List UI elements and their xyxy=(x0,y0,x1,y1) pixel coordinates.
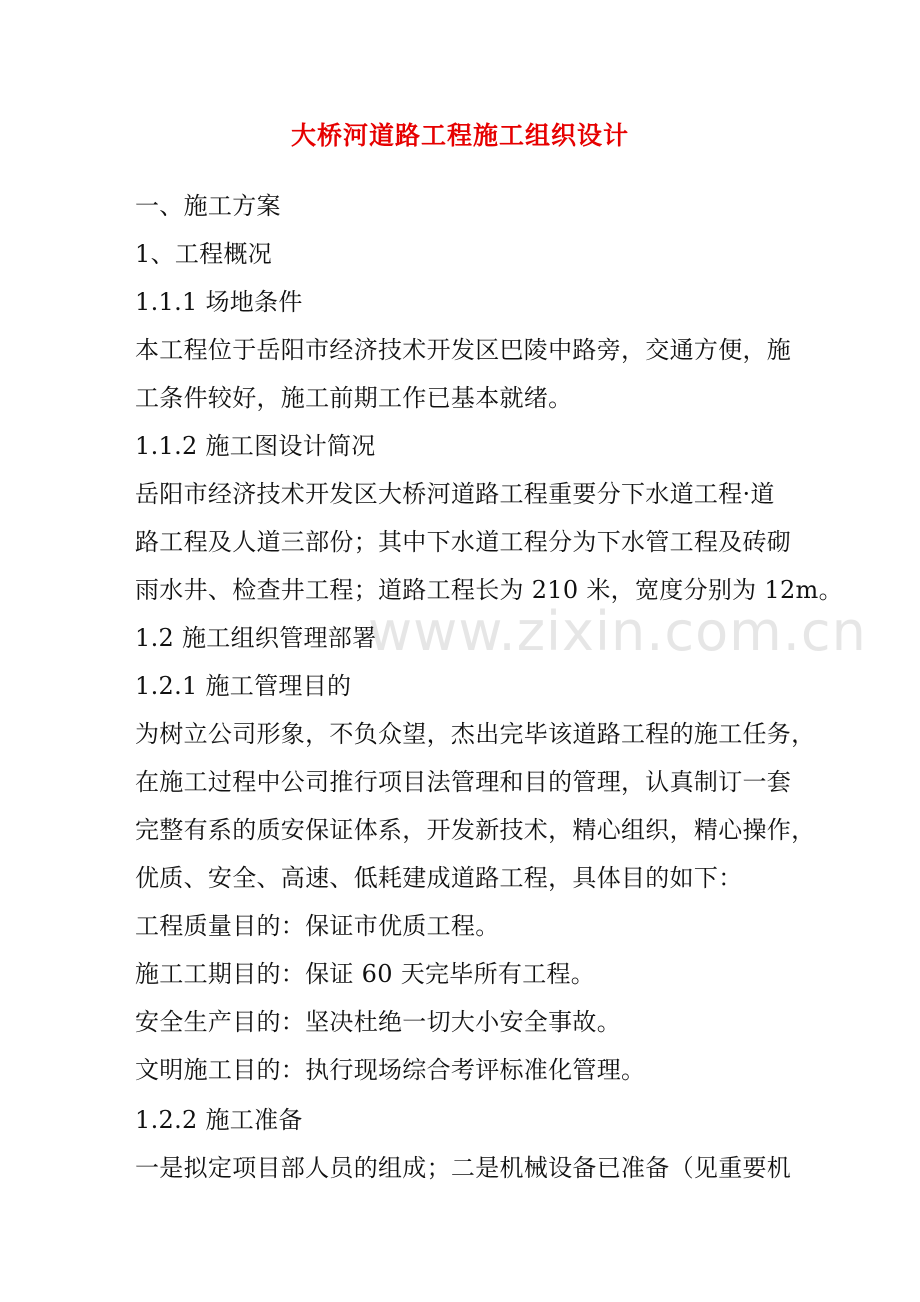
paragraph-line: 文明施工目的：执行现场综合考评标准化管理。 xyxy=(135,1056,646,1084)
subsection-heading: 1.2.2 施工准备 xyxy=(135,1106,303,1134)
paragraph-line: 本工程位于岳阳市经济技术开发区巴陵中路旁，交通方便，施 xyxy=(135,336,792,364)
paragraph-line: 岳阳市经济技术开发区大桥河道路工程重要分下水道工程·道 xyxy=(135,480,775,508)
paragraph-line: 路工程及人道三部份；其中下水道工程分为下水管工程及砖砌 xyxy=(135,528,792,556)
paragraph-line: 安全生产目的：坚决杜绝一切大小安全事故。 xyxy=(135,1008,621,1036)
subsection-heading: 1.2.1 施工管理目的 xyxy=(135,672,352,700)
subsection-heading: 1、工程概况 xyxy=(135,240,273,268)
paragraph-line: 优质、安全、高速、低耗建成道路工程，具体目的如下： xyxy=(135,864,743,892)
paragraph-line: 一是拟定项目部人员的组成；二是机械设备已准备（见重要机 xyxy=(135,1154,792,1182)
watermark: www.zixin.com.cn xyxy=(368,600,867,663)
paragraph-line: 完整有系的质安保证体系，开发新技术，精心组织，精心操作， xyxy=(135,816,816,844)
paragraph-line: 雨水井、检查井工程；道路工程长为 210 米，宽度分别为 12m。 xyxy=(135,576,843,604)
paragraph-line: 施工工期目的：保证 60 天完毕所有工程。 xyxy=(135,960,596,988)
paragraph-line: 工条件较好，施工前期工作已基本就绪。 xyxy=(135,384,573,412)
document-title: 大桥河道路工程施工组织设计 xyxy=(290,121,629,150)
subsection-heading: 1.2 施工组织管理部署 xyxy=(135,624,377,652)
paragraph-line: 工程质量目的：保证市优质工程。 xyxy=(135,912,500,940)
paragraph-line: 为树立公司形象，不负众望，杰出完毕该道路工程的施工任务， xyxy=(135,720,816,748)
subsection-heading: 1.1.2 施工图设计简况 xyxy=(135,432,376,460)
subsection-heading: 1.1.1 场地条件 xyxy=(135,288,303,316)
paragraph-line: 在施工过程中公司推行项目法管理和目的管理，认真制订一套 xyxy=(135,768,792,796)
section-heading: 一、施工方案 xyxy=(135,192,281,220)
